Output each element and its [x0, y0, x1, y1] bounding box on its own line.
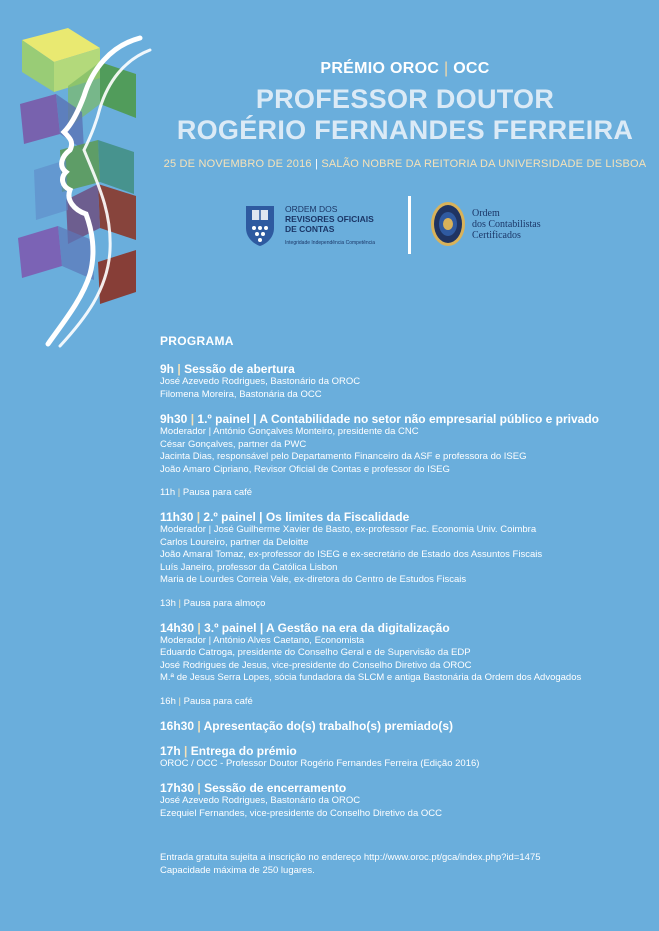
event-header	[160, 60, 650, 170]
date-separator: |	[314, 158, 319, 170]
pause-label: Pausa para almoço	[183, 597, 266, 609]
kicker-separator: |	[443, 60, 449, 77]
speaker-line: Luís Janeiro, professor da Católica Lisbon	[160, 561, 338, 573]
session-heading: 16h30 | Apresentação do(s) trabalho(s) premiado(s)	[160, 718, 453, 733]
session-heading: 11h30 | 2.º painel | Os limites da Fiscalidade	[160, 510, 410, 524]
kicker-occ: OCC	[453, 60, 490, 77]
session-time: 11h30	[160, 510, 194, 524]
oroc-shield-icon	[242, 200, 278, 248]
session-title: Entrega do prémio	[190, 743, 297, 758]
speaker-line: José Azevedo Rodrigues, Bastonário da OROC	[160, 795, 361, 806]
session-title: Apresentação do(s) trabalho(s) premiado(s)	[203, 718, 453, 733]
oroc-tagline: Integridade Independência Competência	[285, 240, 376, 246]
speaker-line: José Azevedo Rodrigues, Bastonário da OROC	[160, 376, 361, 387]
session-heading: 9h30 | 1.º painel | A Contabilidade no setor não empresarial público e privado	[160, 412, 600, 426]
session-title: 3.º painel | A Gestão na era da digitalização	[204, 620, 450, 635]
speaker-line: Moderador | José Guilherme Xavier de Basto, ex-professor Fac. Economia Univ. Coimbra	[160, 524, 537, 535]
session-panel-2	[160, 510, 650, 587]
occ-line-3: Certificados	[472, 230, 521, 241]
title-line-2: ROGÉRIO FERNANDES FERREIRA	[176, 115, 634, 145]
session-title: Sessão de abertura	[184, 362, 295, 376]
session-heading: 17h | Entrega do prémio	[160, 743, 297, 758]
pause-coffee-1: 11h | Pausa para café	[160, 487, 253, 498]
session-time: 17h30	[160, 781, 195, 795]
speaker-line: M.ª de Jesus Serra Lopes, sócia fundadora da SLCM e antiga Bastonária da Ordem dos Advogados	[160, 672, 582, 683]
pause-label: Pausa para café	[182, 487, 253, 498]
pause-time: 13h	[160, 597, 176, 609]
registration-footer	[160, 851, 650, 877]
session-closing	[160, 781, 650, 820]
program-title: PROGRAMA	[160, 334, 234, 348]
speaker-line: Moderador | António Gonçalves Monteiro, presidente da CNC	[160, 426, 419, 437]
oroc-wordmark	[285, 204, 375, 248]
occ-wordmark	[472, 208, 541, 241]
event-date-venue	[160, 158, 650, 170]
session-time: 17h	[160, 743, 181, 758]
event-date: 25 DE NOVEMBRO DE 2016	[163, 158, 312, 170]
speaker-line: Moderador | António Alves Caetano, Economista	[160, 634, 365, 646]
kicker-oroc: PRÉMIO OROC	[320, 60, 440, 77]
speaker-line: OROC / OCC - Professor Doutor Rogério Fernandes Ferreira (Edição 2016)	[160, 757, 480, 769]
occ-logo	[428, 196, 578, 254]
session-time: 9h30	[160, 412, 188, 426]
oroc-line-2: REVISORES OFICIAIS	[285, 214, 374, 224]
title-line-1: PROFESSOR DOUTOR	[255, 84, 555, 114]
speaker-line: Filomena Moreira, Bastonária da OCC	[160, 388, 322, 400]
session-panel-1	[160, 412, 650, 476]
session-title: 2.º painel | Os limites da Fiscalidade	[203, 510, 410, 524]
capacity-info: Capacidade máxima de 250 lugares.	[160, 865, 315, 876]
oroc-line-3: DE CONTAS	[285, 224, 335, 234]
session-time: 16h30	[160, 718, 195, 733]
occ-line-2: dos Contabilistas	[472, 219, 541, 230]
session-prize-delivery	[160, 744, 650, 771]
occ-seal-icon	[428, 198, 468, 250]
session-title: 1.º painel | A Contabilidade no setor não empresarial público e privado	[197, 412, 600, 426]
pause-lunch: 13h | Pausa para almoço	[160, 597, 266, 609]
oroc-line-1: ORDEM DOS	[285, 204, 338, 214]
speaker-line: Carlos Loureiro, partner da Deloitte	[160, 536, 309, 548]
session-time: 14h30	[160, 620, 195, 635]
event-venue: SALÃO NOBRE DA REITORIA DA UNIVERSIDADE DE LISBOA	[321, 158, 647, 170]
program-section	[160, 334, 650, 831]
session-heading: 9h | Sessão de abertura	[160, 362, 295, 376]
occ-line-1: Ordem	[472, 208, 500, 219]
session-time: 9h	[160, 362, 175, 376]
pause-coffee-2: 16h | Pausa para café	[160, 695, 253, 707]
speaker-line: Eduardo Catroga, presidente do Conselho Geral e de Supervisão da EDP	[160, 647, 471, 658]
session-heading: 17h30 | Sessão de encerramento	[160, 781, 347, 795]
session-panel-3	[160, 621, 650, 685]
speaker-line: César Gonçalves, partner da PWC	[160, 438, 307, 450]
speaker-line: Jacinta Dias, responsável pelo Departamento Financeiro da ASF e professora do ISEG	[160, 451, 527, 462]
oroc-logo	[240, 196, 400, 254]
speaker-line: João Amaral Tomaz, ex-professor do ISEG e ex-secretário de Estado dos Assuntos Fiscais	[160, 549, 543, 560]
pause-time: 16h	[160, 695, 176, 707]
pause-time: 11h	[160, 487, 176, 498]
speaker-line: João Amaro Cipriano, Revisor Oficial de Contas e professor do ISEG	[160, 463, 450, 475]
session-award-presentation	[160, 719, 650, 733]
logos-row	[240, 196, 580, 256]
decorative-cube-artwork	[0, 0, 160, 350]
session-heading: 14h30 | 3.º painel | A Gestão na era da digitalização	[160, 620, 450, 635]
session-opening	[160, 362, 650, 401]
speaker-line: Maria de Lourdes Correia Vale, ex-diretora do Centro de Estudos Fiscais	[160, 574, 467, 585]
speaker-line: Ezequiel Fernandes, vice-presidente do Conselho Diretivo da OCC	[160, 807, 442, 819]
speaker-line: José Rodrigues de Jesus, vice-presidente do Conselho Diretivo da OROC	[160, 659, 472, 671]
pause-label: Pausa para café	[183, 695, 253, 707]
session-title: Sessão de encerramento	[204, 781, 347, 795]
registration-info: Entrada gratuita sujeita a inscrição no endereço http://www.oroc.pt/gca/index.php?id=1475	[160, 852, 541, 863]
logo-divider	[408, 196, 411, 254]
award-kicker	[160, 60, 650, 78]
